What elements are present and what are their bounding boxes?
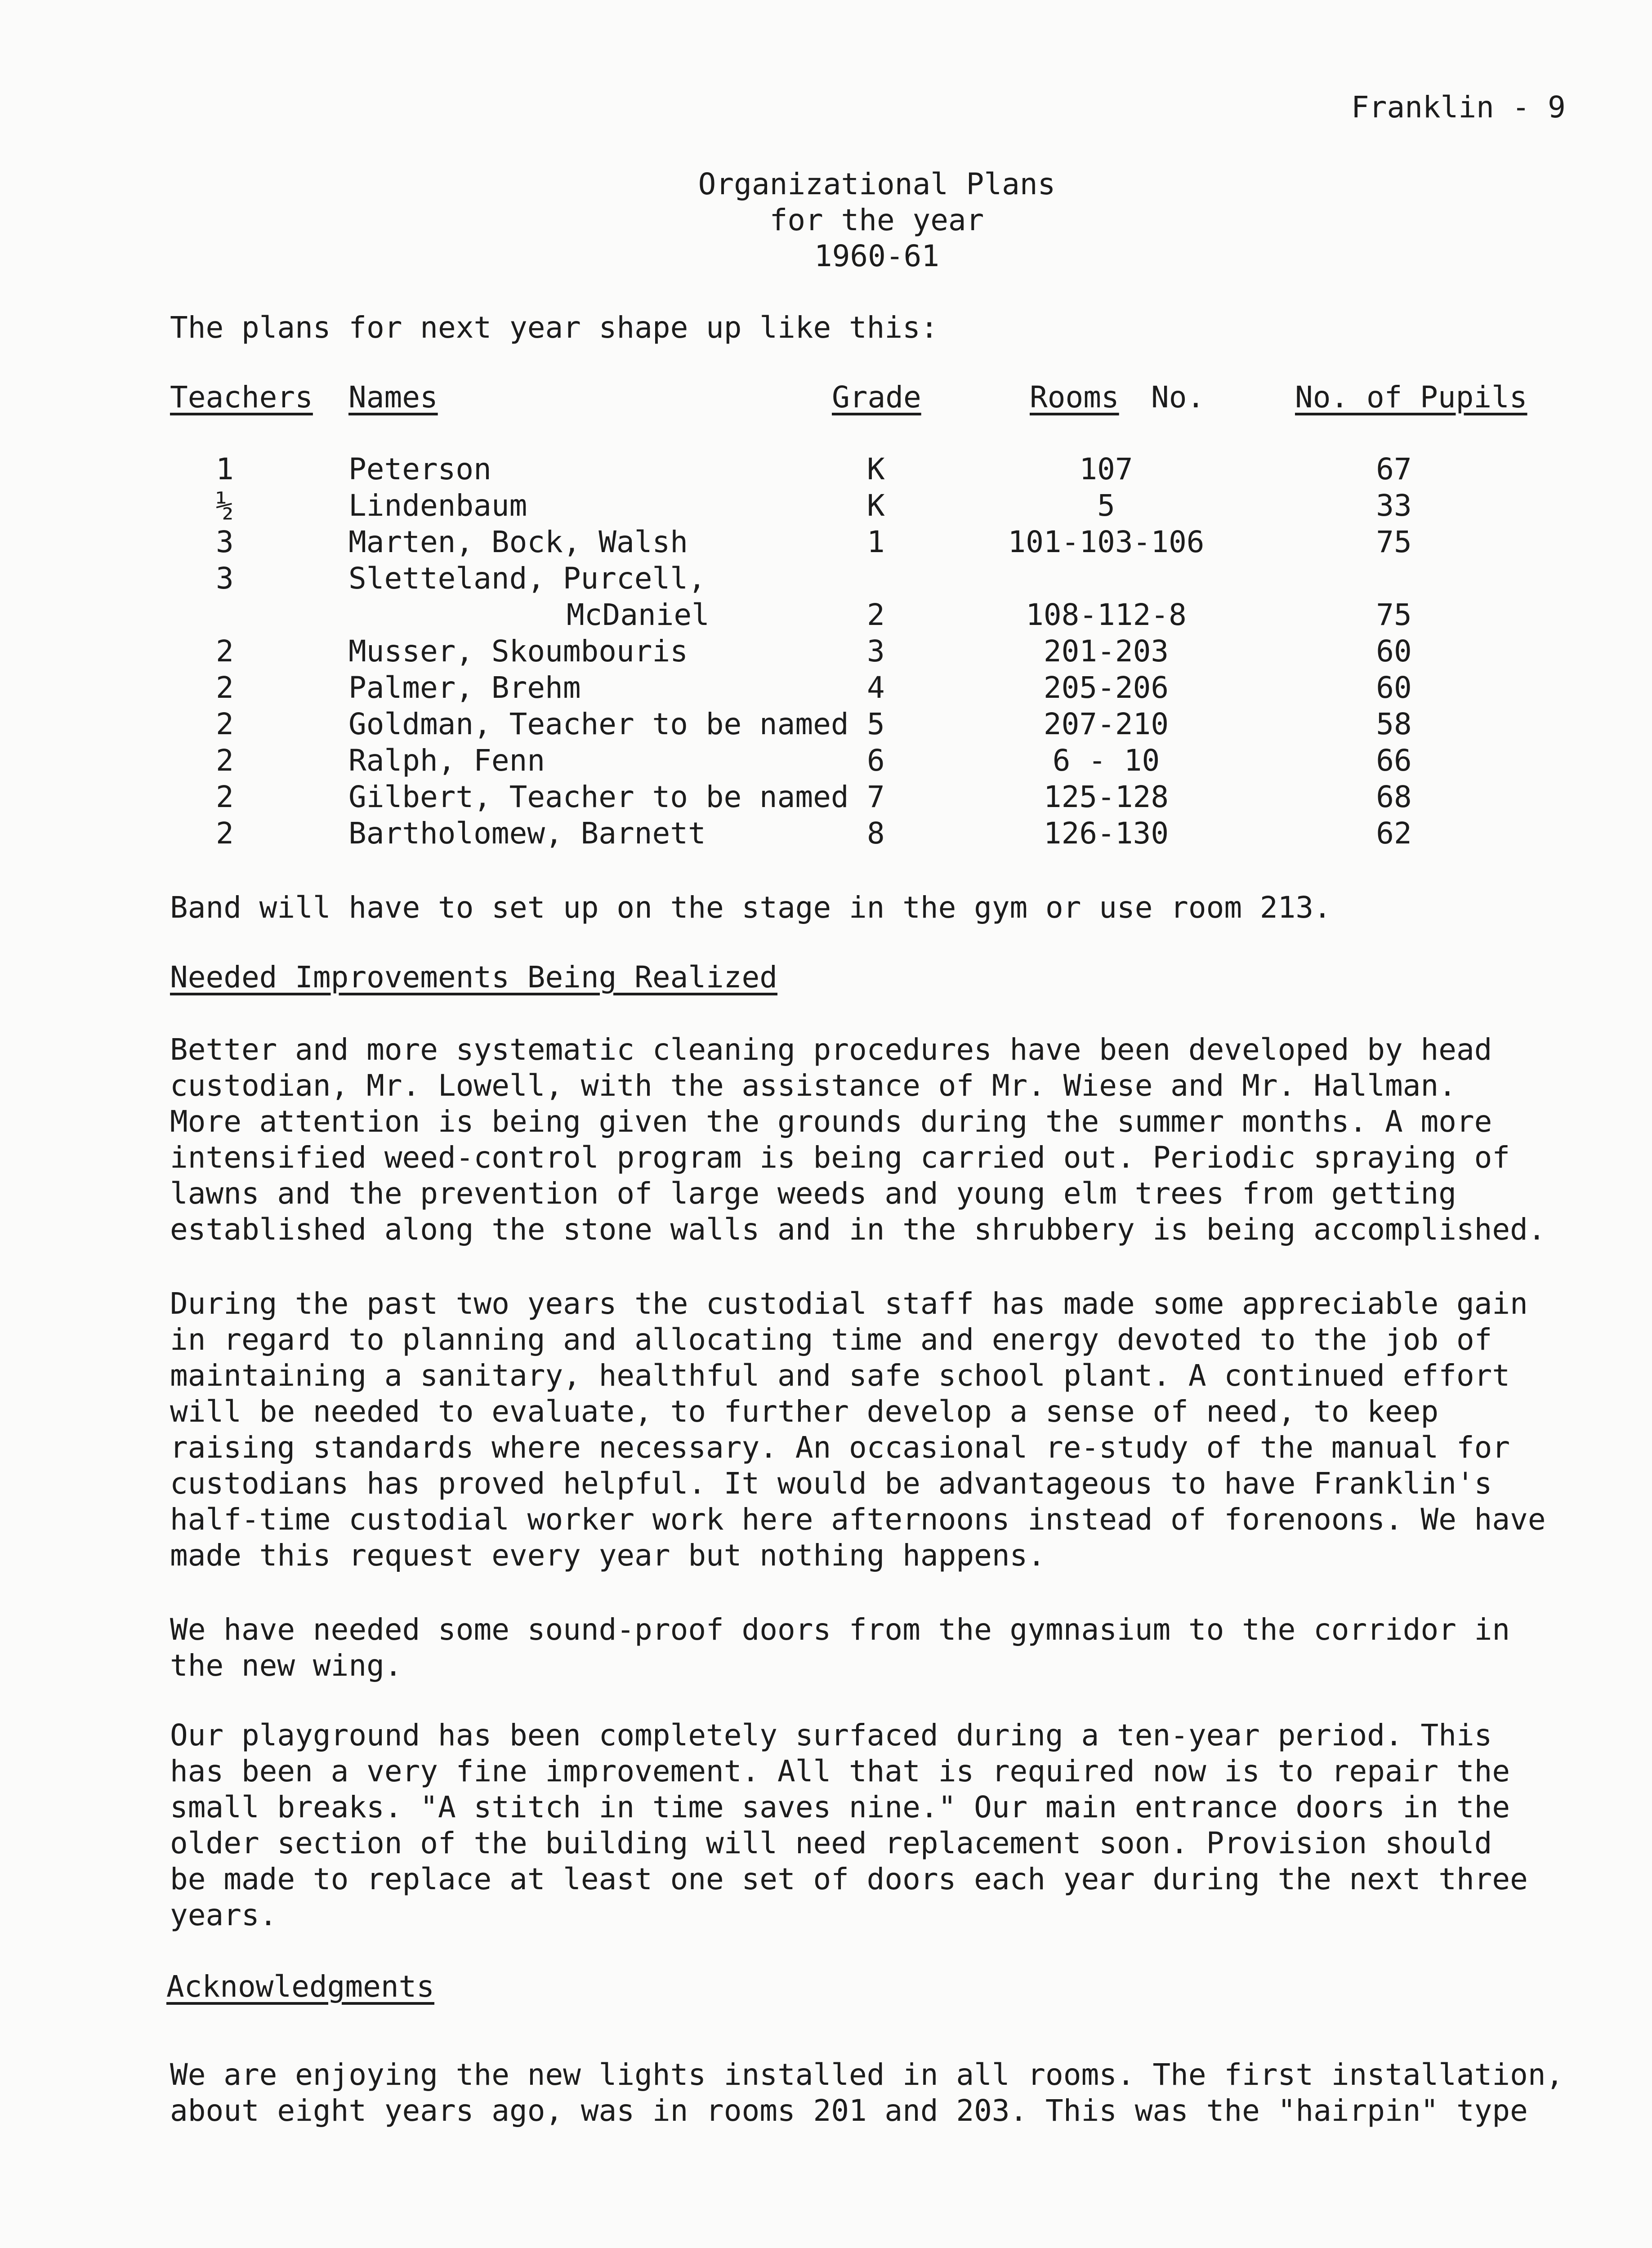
names-cell: Palmer, Brehm	[348, 670, 581, 705]
grade-cell: 6	[867, 743, 885, 778]
names-cell: Musser, Skoumbouris	[348, 634, 688, 669]
rooms-cell: 125-128	[1043, 780, 1169, 814]
cleaning-paragraph	[170, 1032, 1564, 1248]
paragraph-line: about eight years ago, was in rooms 201 and 203. This was the "hairpin" type	[170, 2093, 1528, 2128]
pupils-cell: 33	[1376, 488, 1412, 523]
grade-cell: 2	[867, 598, 885, 632]
names-cell: Peterson	[348, 452, 491, 486]
header-teachers: Teachers	[170, 380, 313, 415]
paragraph-line: custodian, Mr. Lowell, with the assistance of Mr. Wiese and Mr. Hallman.	[170, 1068, 1456, 1103]
paragraph-line: We are enjoying the new lights installed in all rooms. The first installation,	[170, 2057, 1564, 2092]
paragraph-line: made this request every year but nothing happens.	[170, 1538, 1046, 1573]
rooms-cell: 107	[1079, 452, 1133, 486]
rooms-cell: 126-130	[1043, 816, 1169, 851]
header-names: Names	[348, 380, 438, 415]
teachers-cell: 3	[216, 525, 234, 559]
header-grade: Grade	[832, 380, 921, 415]
intro-text: The plans for next year shape up like this:	[170, 310, 938, 345]
pupils-cell: 62	[1376, 816, 1412, 851]
paragraph-line: established along the stone walls and in the shrubbery is being accomplished.	[170, 1212, 1546, 1247]
teachers-cell: 2	[216, 780, 234, 814]
pupils-cell: 66	[1376, 743, 1412, 778]
rooms-cell: 101-103-106	[1008, 525, 1205, 559]
grade-cell: 1	[867, 525, 885, 559]
rooms-cell: 207-210	[1043, 707, 1169, 741]
table-row	[0, 488, 1652, 525]
table-row	[0, 452, 1652, 488]
page-number: Franklin - 9	[1351, 90, 1566, 125]
names-cell: Bartholomew, Barnett	[348, 816, 706, 851]
teachers-cell: 2	[216, 816, 234, 851]
title-line-1: Organizational Plans	[698, 167, 1056, 201]
paragraph-line: Our playground has been completely surfaced during a ten-year period. This	[170, 1718, 1492, 1753]
names-cell: Lindenbaum	[348, 488, 527, 523]
table-row	[0, 634, 1652, 670]
table-row	[0, 780, 1652, 816]
paragraph-line: in regard to planning and allocating time and energy devoted to the job of	[170, 1322, 1492, 1357]
paragraph-line: raising standards where necessary. An occasional re-study of the manual for	[170, 1430, 1510, 1465]
paragraph-line: has been a very fine improvement. All that is required now is to repair the	[170, 1754, 1510, 1789]
title-line-3: 1960-61	[814, 239, 940, 273]
table-row	[0, 525, 1652, 561]
paragraph-line: older section of the building will need replacement soon. Provision should	[170, 1826, 1492, 1860]
paragraph-line: intensified weed-control program is being carried out. Periodic spraying of	[170, 1140, 1510, 1175]
band-note: Band will have to set up on the stage in the gym or use room 213.	[170, 890, 1331, 925]
teachers-cell: 2	[216, 707, 234, 741]
table-row	[0, 561, 1652, 634]
paragraph-line: During the past two years the custodial staff has made some appreciable gain	[170, 1286, 1528, 1321]
paragraph-line: will be needed to evaluate, to further develop a sense of need, to keep	[170, 1394, 1439, 1429]
lights-paragraph	[170, 2057, 1564, 2129]
custodial-paragraph	[170, 1286, 1564, 1574]
rooms-cell: 108-112-8	[1026, 598, 1187, 632]
names-cell: Sletteland, Purcell,	[348, 561, 706, 596]
paragraph-line: lawns and the prevention of large weeds and young elm trees from getting	[170, 1176, 1456, 1211]
grade-cell: 5	[867, 707, 885, 741]
paragraph-line: half-time custodial worker work here afternoons instead of forenoons. We have	[170, 1502, 1546, 1537]
teachers-cell: 2	[216, 743, 234, 778]
teachers-cell: 1	[216, 452, 234, 486]
teachers-cell: 2	[216, 634, 234, 669]
rooms-cell: 201-203	[1043, 634, 1169, 669]
rooms-cell: 6 - 10	[1052, 743, 1160, 778]
paragraph-line: custodians has proved helpful. It would be advantageous to have Franklin's	[170, 1466, 1492, 1501]
staffing-table	[0, 452, 1652, 852]
names-cell-continued: McDaniel	[567, 598, 710, 632]
pupils-cell: 75	[1376, 598, 1412, 632]
teachers-cell: ½	[216, 488, 234, 523]
grade-cell: 8	[867, 816, 885, 851]
pupils-cell: 60	[1376, 634, 1412, 669]
pupils-cell: 60	[1376, 670, 1412, 705]
pupils-cell: 58	[1376, 707, 1412, 741]
table-row	[0, 670, 1652, 707]
rooms-cell: 205-206	[1043, 670, 1169, 705]
pupils-cell: 67	[1376, 452, 1412, 486]
header-rooms: Rooms	[1030, 380, 1119, 415]
grade-cell: 4	[867, 670, 885, 705]
document-title	[495, 166, 1259, 274]
grade-cell: K	[867, 488, 885, 523]
doors-paragraph	[170, 1612, 1564, 1684]
table-row	[0, 743, 1652, 780]
paragraph-line: the new wing.	[170, 1648, 402, 1683]
names-cell: Ralph, Fenn	[348, 743, 545, 778]
paragraph-line: We have needed some sound-proof doors from the gymnasium to the corridor in	[170, 1612, 1510, 1647]
teachers-cell: 2	[216, 670, 234, 705]
paragraph-line: be made to replace at least one set of doors each year during the next three	[170, 1862, 1528, 1896]
grade-cell: K	[867, 452, 885, 486]
paragraph-line: maintaining a sanitary, healthful and safe school plant. A continued effort	[170, 1358, 1510, 1393]
names-cell: Marten, Bock, Walsh	[348, 525, 688, 559]
grade-cell: 3	[867, 634, 885, 669]
playground-paragraph	[170, 1717, 1564, 1933]
paragraph-line: More attention is being given the grounds during the summer months. A more	[170, 1104, 1492, 1139]
pupils-cell: 68	[1376, 780, 1412, 814]
improvements-heading: Needed Improvements Being Realized	[170, 960, 778, 995]
header-no: No.	[1151, 380, 1205, 415]
names-cell: Goldman, Teacher to be named	[348, 707, 849, 741]
grade-cell: 7	[867, 780, 885, 814]
pupils-cell: 75	[1376, 525, 1412, 559]
names-cell: Gilbert, Teacher to be named	[348, 780, 849, 814]
paragraph-line: years.	[170, 1898, 277, 1932]
paragraph-line: Better and more systematic cleaning procedures have been developed by head	[170, 1032, 1492, 1067]
header-pupils: No. of Pupils	[1295, 380, 1527, 415]
acknowledgments-heading: Acknowledgments	[166, 1969, 435, 2004]
title-line-2: for the year	[769, 203, 984, 237]
table-row	[0, 707, 1652, 743]
paragraph-line: small breaks. "A stitch in time saves nine." Our main entrance doors in the	[170, 1790, 1510, 1824]
rooms-cell: 5	[1097, 488, 1115, 523]
table-row	[0, 816, 1652, 852]
teachers-cell: 3	[216, 561, 234, 596]
